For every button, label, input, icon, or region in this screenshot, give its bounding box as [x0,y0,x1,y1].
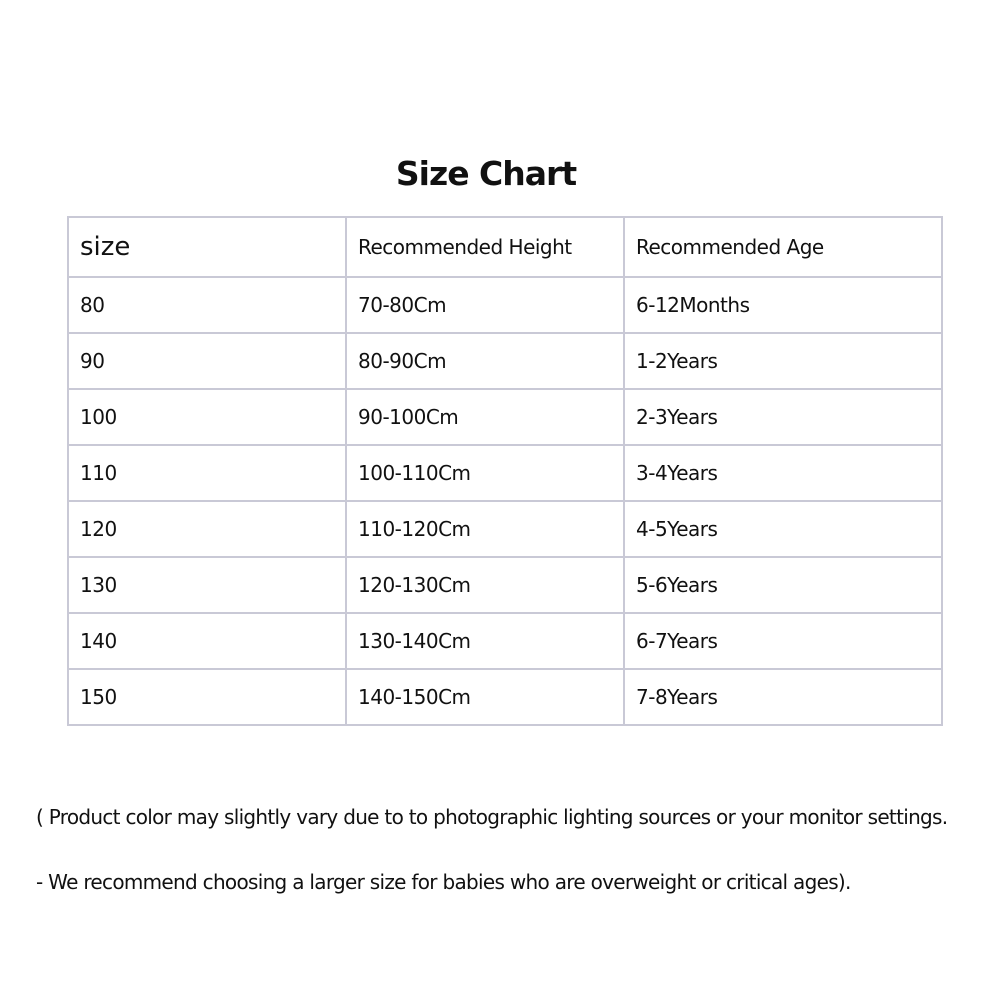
size-cell: 90 [68,333,346,389]
size-cell: 80 [68,277,346,333]
age-cell: 3-4Years [624,445,942,501]
table-row [68,613,942,669]
height-cell: 110-120Cm [346,501,624,557]
table-row [68,277,942,333]
age-cell: 4-5Years [624,501,942,557]
column-header-age: Recommended Age [624,217,942,277]
size-chart-table [67,216,943,726]
age-cell: 6-12Months [624,277,942,333]
column-header-height: Recommended Height [346,217,624,277]
page-title: Size Chart [395,154,577,193]
table-row [68,557,942,613]
size-cell: 140 [68,613,346,669]
size-recommendation-note: - We recommend choosing a larger size for babies who are overweight or critical ages). [36,870,851,894]
height-cell: 70-80Cm [346,277,624,333]
table-header-row [68,217,942,277]
size-cell: 120 [68,501,346,557]
table-row [68,445,942,501]
height-cell: 130-140Cm [346,613,624,669]
column-header-size: size [68,217,346,277]
age-cell: 7-8Years [624,669,942,725]
size-cell: 150 [68,669,346,725]
age-cell: 6-7Years [624,613,942,669]
age-cell: 1-2Years [624,333,942,389]
table-row [68,389,942,445]
size-cell: 130 [68,557,346,613]
age-cell: 2-3Years [624,389,942,445]
size-cell: 110 [68,445,346,501]
height-cell: 140-150Cm [346,669,624,725]
table-row [68,501,942,557]
height-cell: 100-110Cm [346,445,624,501]
table-row [68,333,942,389]
table-row [68,669,942,725]
age-cell: 5-6Years [624,557,942,613]
color-disclaimer-note: ( Product color may slightly vary due to to photographic lighting sources or your monitor settings. [36,805,948,829]
size-cell: 100 [68,389,346,445]
height-cell: 120-130Cm [346,557,624,613]
height-cell: 90-100Cm [346,389,624,445]
height-cell: 80-90Cm [346,333,624,389]
